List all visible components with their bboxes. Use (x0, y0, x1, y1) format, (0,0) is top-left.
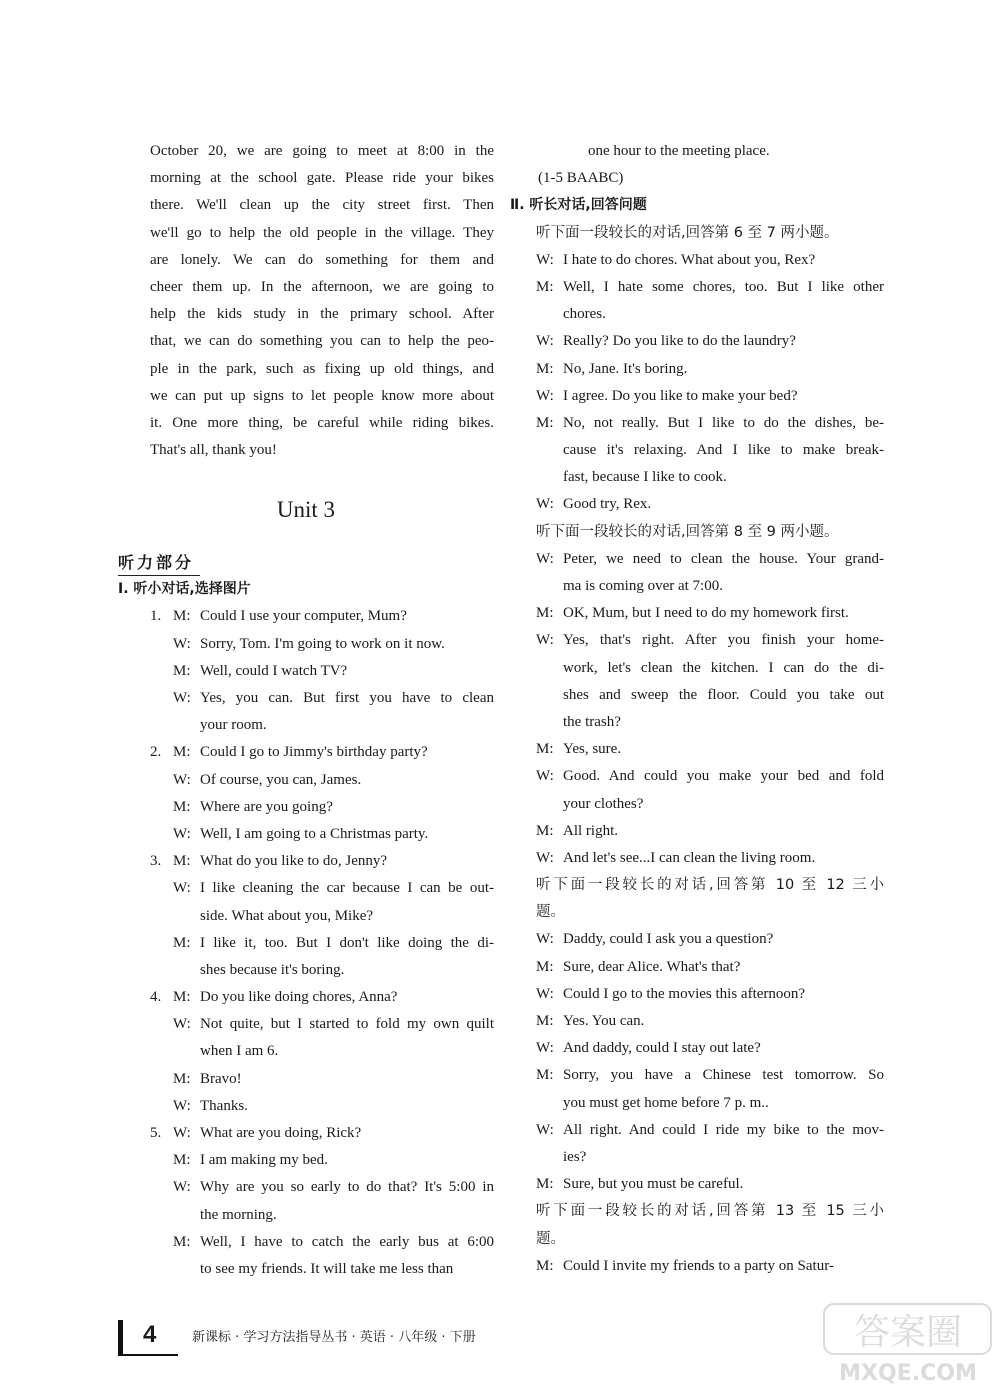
speaker-text (200, 685, 494, 739)
text-line: 听下面一段较长的对话,回答第 13 至 15 三小 (536, 1203, 884, 1220)
speaker-line (536, 981, 884, 1008)
speaker-line (536, 328, 884, 355)
text-line: it. One more thing, be careful while riding bikes. (150, 414, 494, 431)
text-line: there. We'll clean up the city street first. Then (150, 197, 494, 214)
text-line: one hour to the meeting place. (588, 143, 770, 159)
speaker-label: M: (536, 958, 554, 975)
speaker-line (536, 356, 884, 383)
speaker-label: M: (536, 1067, 554, 1084)
speaker-label: W: (173, 1125, 191, 1141)
text-line: when I am 6. (200, 1043, 279, 1060)
text-line: Could I invite my friends to a party on Satur- (563, 1257, 834, 1274)
text-line: fast, because I like to cook. (563, 469, 727, 486)
speaker-label: M: (536, 1176, 554, 1193)
speaker-line (118, 1174, 494, 1228)
series-title: 新课标 · 学习方法指导丛书 · 英语 · 八年级 · 下册 (192, 1330, 476, 1345)
speaker-line (118, 875, 494, 929)
speaker-text (200, 1120, 494, 1147)
speaker-label: W: (536, 251, 554, 268)
speaker-text (563, 274, 884, 328)
speaker-text (200, 1229, 494, 1283)
intro-paragraph (118, 138, 494, 464)
speaker-line (118, 1011, 494, 1065)
text-line: Well, could I watch TV? (200, 662, 348, 679)
speaker-label: W: (536, 985, 554, 1002)
speaker-text (200, 1011, 494, 1065)
text-line: Do you like doing chores, Anna? (200, 989, 398, 1006)
text-line: cheer them up. In the afternoon, we are going to (150, 278, 494, 295)
speaker-text (563, 926, 884, 953)
speaker-line (536, 763, 884, 817)
text-line: Well, I am going to a Christmas party. (200, 825, 429, 842)
speaker-line (536, 954, 884, 981)
speaker-text (563, 627, 884, 736)
speaker-label: M: (173, 853, 191, 870)
speaker-text (200, 1147, 494, 1174)
text-line: your room. (200, 717, 267, 734)
speaker-label: W: (173, 880, 191, 897)
speaker-label: M: (536, 278, 554, 295)
speaker-text (563, 410, 884, 492)
text-line: Sorry, you have a Chinese test tomorrow. So (563, 1067, 884, 1084)
dialog-group (536, 1198, 884, 1280)
speaker-text (563, 600, 884, 627)
speaker-label: W: (536, 550, 554, 567)
speaker-text (200, 1066, 494, 1093)
page-number: 4 (143, 1321, 157, 1348)
watermark-graphic (820, 1300, 995, 1388)
text-line: Sorry, Tom. I'm going to work on it now. (200, 635, 445, 652)
speaker-line (118, 658, 494, 685)
footer-bar (118, 1320, 123, 1356)
speaker-label: W: (536, 496, 554, 513)
text-line: (1-5 BAABC) (538, 170, 624, 187)
speaker-text (200, 1174, 494, 1228)
speaker-label: M: (536, 360, 554, 377)
speaker-text (563, 247, 884, 274)
text-line: you must get home before 7 p. m.. (563, 1094, 769, 1111)
speaker-text (200, 658, 494, 685)
speaker-line (118, 1120, 494, 1147)
text-line: Peter, we need to clean the house. Your grand- (563, 550, 884, 567)
speaker-line (536, 383, 884, 410)
speaker-text (200, 631, 494, 658)
speaker-line (118, 603, 494, 630)
speaker-line (536, 1008, 884, 1035)
speaker-label: M: (173, 798, 191, 815)
speaker-label: M: (173, 662, 191, 679)
speaker-line (118, 1229, 494, 1283)
speaker-text (563, 736, 884, 763)
text-line: I hate to do chores. What about you, Rex? (563, 251, 816, 268)
speaker-label: M: (173, 989, 191, 1006)
speaker-line (118, 739, 494, 766)
text-line: ma is coming over at 7:00. (563, 578, 723, 594)
unit-title: Unit 3 (276, 497, 336, 523)
footer-underline (118, 1354, 178, 1356)
dialog-group (536, 220, 884, 519)
text-line: Could I go to the movies this afternoon? (563, 985, 806, 1002)
text-line: Where are you going? (200, 798, 333, 815)
text-line: What do you like to do, Jenny? (200, 853, 388, 870)
speaker-line (536, 1035, 884, 1062)
right-column (510, 138, 884, 1280)
speaker-text (563, 1035, 884, 1062)
speaker-line (118, 685, 494, 739)
text-line: Sure, but you must be careful. (563, 1176, 744, 1193)
text-line: Could I use your computer, Mum? (200, 608, 407, 625)
speaker-label: W: (173, 1179, 191, 1196)
speaker-text (200, 821, 494, 848)
text-line: that, we can do something you can to help the peo- (150, 333, 494, 350)
section-heading: Ⅰ. 听小对话,选择图片 (118, 581, 251, 598)
svg-text:答案圈: 答案圈 (853, 1312, 963, 1353)
speaker-text (200, 794, 494, 821)
text-line: I agree. Do you like to make your bed? (563, 387, 798, 404)
part-title: 听力部分 (118, 550, 200, 576)
speaker-text (563, 1008, 884, 1035)
speaker-line (118, 631, 494, 658)
speaker-text (200, 930, 494, 984)
text-line: side. What about you, Mike? (200, 907, 374, 924)
speaker-label: M: (536, 822, 554, 839)
text-line: No, not really. But I like to do the dishes, be- (563, 414, 884, 431)
text-line: are lonely. We can do something for them and (150, 251, 494, 268)
dialog-number: 3. (150, 853, 162, 870)
speaker-text (563, 1171, 884, 1198)
text-line: 题。 (536, 1230, 565, 1247)
text-line: I like it, too. But I don't like doing the di- (200, 934, 494, 951)
text-line: Not quite, but I started to fold my own quilt (200, 1016, 494, 1033)
speaker-line (536, 1253, 884, 1280)
dialog-block (118, 848, 494, 984)
speaker-label: W: (173, 635, 191, 652)
speaker-text (200, 603, 494, 630)
speaker-text (200, 739, 494, 766)
text-line: we can put up signs to let people know more about (150, 387, 494, 404)
speaker-line (536, 600, 884, 627)
speaker-label: M: (173, 934, 191, 951)
speaker-line (118, 1093, 494, 1120)
left-column (118, 138, 494, 1283)
dialog-number: 1. (150, 608, 162, 625)
speaker-line (536, 410, 884, 492)
text-line: And let's see...I can clean the living room. (563, 849, 816, 866)
text-line: Well, I have to catch the early bus at 6:00 (200, 1233, 494, 1250)
speaker-text (563, 818, 884, 845)
speaker-label: M: (173, 608, 191, 625)
speaker-text (200, 1093, 494, 1120)
text-line: we'll go to help the old people in the village. They (150, 224, 494, 241)
text-line: work, let's clean the kitchen. I can do the di- (563, 659, 884, 676)
text-line: Yes, that's right. After you finish your home- (563, 632, 884, 649)
text-line: help the kids study in the primary school. After (150, 306, 494, 323)
speaker-text (563, 954, 884, 981)
dialog-number: 5. (150, 1125, 162, 1141)
speaker-line (118, 984, 494, 1011)
text-line: your clothes? (563, 795, 644, 812)
speaker-line (536, 1117, 884, 1171)
text-line: That's all, thank you! (150, 442, 277, 459)
text-line: Good. And could you make your bed and fold (563, 768, 884, 785)
speaker-line (118, 821, 494, 848)
text-line: shes because it's boring. (200, 961, 345, 978)
text-line: Why are you so early to do that? It's 5:00 in (200, 1179, 494, 1196)
text-line: the morning. (200, 1206, 277, 1223)
text-line: morning at the school gate. Please ride your bikes (150, 170, 494, 187)
speaker-label: W: (536, 632, 554, 649)
speaker-text (563, 546, 884, 600)
dialog-group (536, 519, 884, 872)
speaker-text (563, 1253, 884, 1280)
text-line: What are you doing, Rick? (200, 1125, 362, 1141)
speaker-label: W: (173, 771, 191, 788)
speaker-label: W: (173, 1097, 191, 1114)
text-line: Could I go to Jimmy's birthday party? (200, 744, 428, 761)
speaker-line (536, 491, 884, 518)
text-line: Daddy, could I ask you a question? (563, 931, 774, 948)
text-line: All right. (563, 822, 618, 839)
text-line: cause it's relaxing. And I like to make break- (563, 442, 884, 459)
text-line: ple in the park, such as fixing up old things, and (150, 360, 494, 377)
text-line: OK, Mum, but I need to do my homework first. (563, 605, 849, 622)
dialog-block (118, 1120, 494, 1283)
speaker-label: M: (536, 605, 554, 622)
speaker-label: M: (536, 741, 554, 758)
dialog-number: 2. (150, 744, 162, 761)
speaker-text (563, 491, 884, 518)
speaker-line (536, 736, 884, 763)
speaker-label: W: (173, 1016, 191, 1033)
dialog-number: 4. (150, 989, 162, 1006)
speaker-label: M: (173, 744, 191, 761)
text-line: the trash? (563, 713, 621, 730)
text-line: Really? Do you like to do the laundry? (563, 333, 796, 350)
speaker-line (536, 546, 884, 600)
speaker-text (563, 1117, 884, 1171)
text-line: ies? (563, 1148, 587, 1165)
speaker-text (563, 981, 884, 1008)
speaker-line (536, 1171, 884, 1198)
page-footer (118, 1318, 898, 1358)
dialog-block (118, 984, 494, 1120)
speaker-text (563, 328, 884, 355)
text-line: 听下面一段较长的对话,回答第 6 至 7 两小题。 (536, 224, 839, 241)
text-line: shes and sweep the floor. Could you take out (563, 686, 884, 703)
speaker-text (563, 1062, 884, 1116)
text-line: Thanks. (200, 1097, 248, 1114)
text-line: 听下面一段较长的对话,回答第 10 至 12 三小 (536, 877, 884, 894)
speaker-label: M: (536, 1257, 554, 1274)
text-line: I like cleaning the car because I can be out- (200, 880, 494, 897)
text-line: Sure, dear Alice. What's that? (563, 958, 741, 975)
speaker-label: M: (173, 1070, 191, 1087)
text-line: Yes. You can. (563, 1013, 645, 1029)
speaker-line (118, 1147, 494, 1174)
text-line: Well, I hate some chores, too. But I like other (563, 278, 884, 295)
speaker-line (118, 1066, 494, 1093)
text-line: Good try, Rex. (563, 496, 652, 513)
dialog-block (118, 603, 494, 739)
speaker-line (118, 794, 494, 821)
text-line: No, Jane. It's boring. (563, 360, 688, 377)
text-line: to see my friends. It will take me less than (200, 1260, 454, 1277)
text-line: Yes, you can. But first you have to clean (200, 690, 494, 706)
text-line: Bravo! (200, 1070, 242, 1087)
speaker-line (536, 926, 884, 953)
speaker-label: W: (173, 690, 191, 706)
speaker-label: W: (536, 333, 554, 350)
section-heading: Ⅱ. 听长对话,回答问题 (510, 197, 647, 214)
speaker-label: W: (536, 1040, 554, 1057)
svg-text:MXQE.COM: MXQE.COM (839, 1361, 977, 1386)
text-line: 题。 (536, 904, 565, 921)
speaker-label: M: (173, 1233, 191, 1250)
speaker-text (200, 848, 494, 875)
speaker-label: W: (536, 1121, 554, 1138)
speaker-text (200, 875, 494, 929)
text-line: 听下面一段较长的对话,回答第 8 至 9 两小题。 (536, 523, 839, 540)
speaker-text (200, 767, 494, 794)
dialog-group (536, 872, 884, 1198)
speaker-text (200, 984, 494, 1011)
speaker-label: M: (536, 1013, 554, 1029)
speaker-line (536, 818, 884, 845)
speaker-label: M: (536, 414, 554, 431)
text-line: October 20, we are going to meet at 8:00 in the (150, 143, 494, 159)
speaker-label: M: (173, 1152, 191, 1169)
speaker-line (118, 848, 494, 875)
text-line: Of course, you can, James. (200, 771, 362, 788)
speaker-line (118, 930, 494, 984)
speaker-label: W: (173, 825, 191, 842)
speaker-text (563, 763, 884, 817)
watermark-logo (820, 1300, 995, 1388)
speaker-label: W: (536, 931, 554, 948)
speaker-label: W: (536, 849, 554, 866)
text-line: chores. (563, 306, 606, 323)
speaker-line (536, 247, 884, 274)
speaker-line (118, 767, 494, 794)
text-line: All right. And could I ride my bike to the mov- (563, 1121, 884, 1138)
speaker-line (536, 1062, 884, 1116)
text-line: And daddy, could I stay out late? (563, 1040, 761, 1057)
text-line: I am making my bed. (200, 1152, 328, 1169)
speaker-text (563, 845, 884, 872)
speaker-line (536, 274, 884, 328)
dialog-block (118, 739, 494, 848)
speaker-label: W: (536, 768, 554, 785)
speaker-line (536, 627, 884, 736)
speaker-label: W: (536, 387, 554, 404)
text-line: Yes, sure. (563, 741, 622, 758)
speaker-text (563, 383, 884, 410)
speaker-line (536, 845, 884, 872)
speaker-text (563, 356, 884, 383)
